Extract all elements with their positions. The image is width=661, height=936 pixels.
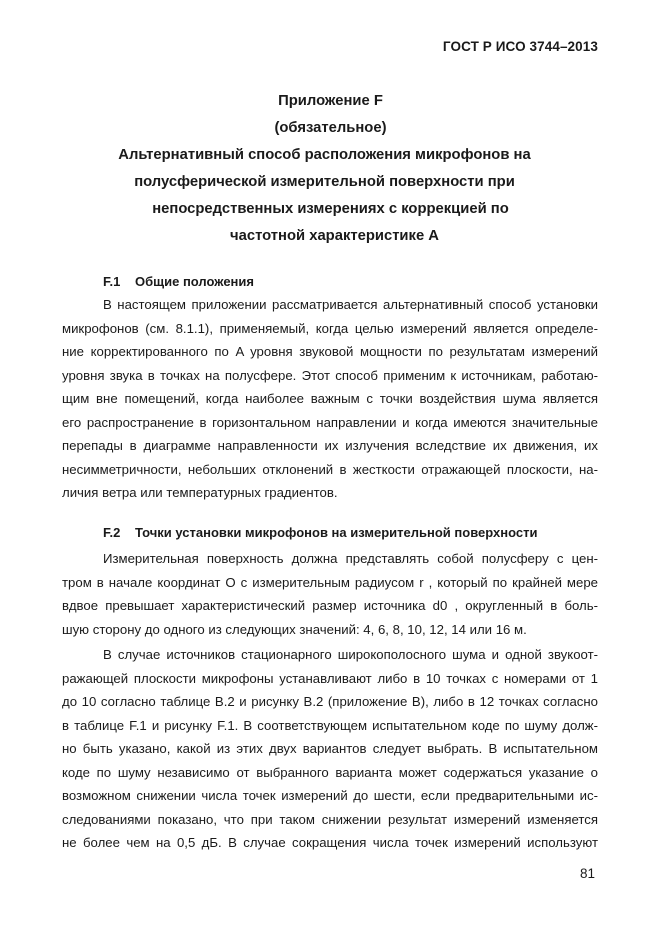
text-line: уровня звука в точках на полусфере. Этот способ применим к источникам, работаю-	[62, 367, 598, 383]
annex-heading-line: полусферической измерительной поверхности при	[134, 174, 515, 190]
text-line: но быть указано, какой из этих двух вариантов следует выбрать. В испытательном	[62, 741, 598, 756]
text-line: в таблице F.1 и рисунку F.1. В соответствующем испытательном коде по шуму долж-	[62, 717, 598, 733]
paragraph	[62, 293, 598, 505]
section-title: Общие положения	[135, 274, 254, 289]
annex-heading-block	[0, 88, 661, 250]
text-line: не более чем на 0,5 дБ. В случае сокращения числа точек измерений используют	[62, 835, 598, 850]
section-title: Точки установки микрофонов на измерительной поверхности	[135, 525, 538, 540]
document-code: ГОСТ Р ИСО 3744–2013	[442, 39, 598, 54]
section-f2	[62, 523, 598, 855]
text-line: до 10 согласно таблице В.2 и рисунку В.2 (приложение В), либо в 12 точках согласно	[62, 694, 598, 709]
paragraph	[62, 547, 598, 641]
text-line: несимметричности, небольших отклонений в жесткости отражающей плоскости, на-	[62, 461, 598, 477]
text-line: микрофонов (см. 8.1.1), применяемый, когда целью измерений является определе-	[62, 320, 598, 336]
text-line: тром в начале координат O с измерительным радиусом r , который по крайней мере	[62, 574, 598, 590]
section-heading	[62, 272, 598, 292]
section-number: F.1	[103, 274, 121, 289]
text-line: личия ветра или температурных градиентов.	[62, 485, 338, 500]
paragraph	[62, 643, 598, 855]
annex-heading-line: непосредственных измерениях с коррекцией по	[152, 201, 509, 217]
text-line: шую сторону до одного из следующих значений: 4, 6, 8, 10, 12, 14 или 16 м.	[62, 621, 527, 637]
text-line: В случае источников стационарного широкополосного шума и одной звукоот-	[103, 647, 598, 662]
text-line: В настоящем приложении рассматривается альтернативный способ установки	[103, 297, 598, 312]
section-number: F.2	[103, 525, 121, 540]
section-heading	[62, 523, 598, 543]
section-f1	[62, 272, 598, 505]
annex-heading-line: Альтернативный способ расположения микрофонов на	[118, 147, 531, 163]
text-line: вдвое превышает характеристический размер источника d0 , округленный в боль-	[62, 598, 598, 613]
text-line: коде по шуму независимо от выбранного варианта может содержаться указание о	[62, 764, 598, 780]
text-line: возможном снижении числа точек измерений до шести, если предварительными ис-	[62, 788, 598, 803]
text-line: перепады в диаграмме направленности их излучения вследствие их движения, их	[62, 438, 598, 453]
text-line: его распространение в горизонтальном направлении и когда имеются значительные	[62, 414, 598, 430]
annex-heading-line: частотной характеристике A	[230, 228, 439, 244]
text-line: щим вне помещений, когда наиболее важным с точки воздействия шума является	[62, 391, 598, 406]
text-line: Измерительная поверхность должна представлять собой полусферу с цен-	[103, 551, 598, 566]
page-number: 81	[579, 866, 595, 881]
text-line: следованиями показано, что при таком снижении результат измерений изменяется	[62, 811, 598, 827]
text-line: ние корректированного по A уровня звуковой мощности по результатам измерений	[62, 344, 598, 359]
annex-status: (обязательное)	[274, 120, 387, 136]
text-line: ражающей плоскости микрофоны устанавливают либо в 10 точках с номерами от 1	[62, 670, 598, 686]
annex-title: Приложение F	[278, 93, 383, 109]
